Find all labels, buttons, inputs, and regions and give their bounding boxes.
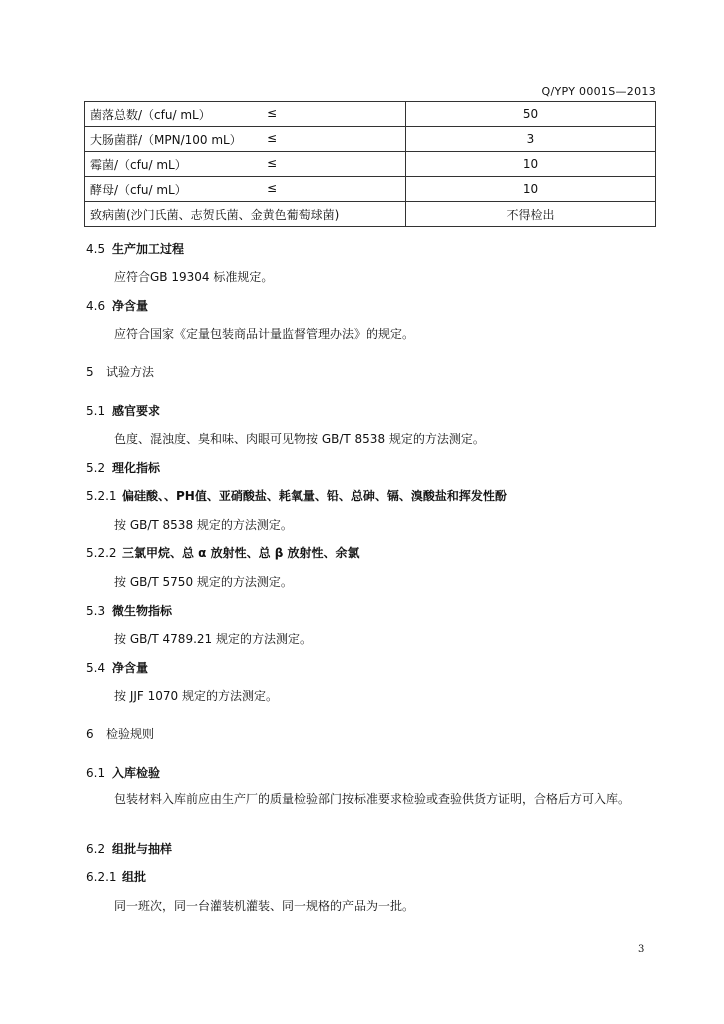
limit-operator: ≤ (267, 106, 278, 120)
table-row (85, 152, 656, 177)
table-row (85, 177, 656, 202)
table-cell-item (85, 177, 406, 202)
heading-5-2-2: 5.2.2 三氯甲烷、总 α 放射性、总 β 放射性、余氯 (86, 546, 360, 560)
heading-4-5: 4.5 生产加工过程 (86, 242, 185, 256)
paragraph-5-2-1: 按 GB/T 8538 规定的方法测定。 (114, 518, 293, 532)
item-label: 菌落总数/（cfu/ mL） (90, 107, 211, 122)
heading-5-1: 5.1 感官要求 (86, 404, 161, 418)
item-label: 酵母/（cfu/ mL） (90, 182, 187, 197)
page-number: 3 (638, 944, 645, 955)
paragraph-5-4: 按 JJF 1070 规定的方法测定。 (114, 689, 278, 703)
table-cell-value: 50 (406, 102, 656, 127)
table-row (85, 127, 656, 152)
limit-operator: ≤ (267, 181, 278, 195)
heading-5-2-1: 5.2.1 偏硅酸、、PH值、亚硝酸盐、耗氧量、铅、总砷、镉、溴酸盐和挥发性酚 (86, 489, 507, 503)
heading-6-2-1: 6.2.1 组批 (86, 870, 147, 884)
item-label: 大肠菌群/（MPN/100 mL） (90, 132, 242, 147)
heading-6-2: 6.2 组批与抽样 (86, 842, 173, 856)
paragraph-4-6: 应符合国家《定量包装商品计量监督管理办法》的规定。 (114, 327, 415, 341)
paragraph-4-5: 应符合GB 19304 标准规定。 (114, 270, 274, 284)
heading-5-4: 5.4 净含量 (86, 661, 149, 675)
heading-5-3: 5.3 微生物指标 (86, 604, 173, 618)
table-row (85, 202, 656, 227)
table-cell-value: 不得检出 (406, 202, 656, 227)
paragraph-6-1: 包装材料入库前应由生产厂的质量检验部门按标准要求检验或查验供货方证明，合格后方可入库。 (114, 792, 631, 806)
limit-operator: ≤ (267, 156, 278, 170)
table-cell-value: 3 (406, 127, 656, 152)
heading-5-2: 5.2 理化指标 (86, 461, 161, 475)
paragraph-6-2-1: 同一班次，同一台灌装机灌装、同一规格的产品为一批。 (114, 899, 415, 913)
heading-6-1: 6.1 入库检验 (86, 766, 161, 780)
table-cell-item (85, 152, 406, 177)
microbiological-limits-table (84, 101, 656, 227)
paragraph-5-3: 按 GB/T 4789.21 规定的方法测定。 (114, 632, 312, 646)
item-label: 霉菌/（cfu/ mL） (90, 157, 187, 172)
paragraph-5-2-2: 按 GB/T 5750 规定的方法测定。 (114, 575, 293, 589)
table-cell-value: 10 (406, 152, 656, 177)
table-cell-item (85, 202, 406, 227)
paragraph-5-1: 色度、混浊度、臭和味、肉眼可见物按 GB/T 8538 规定的方法测定。 (114, 432, 485, 446)
heading-6: 6 检验规则 (86, 727, 155, 741)
table-cell-item (85, 127, 406, 152)
table-cell-item (85, 102, 406, 127)
limit-operator: ≤ (267, 131, 278, 145)
table-cell-value: 10 (406, 177, 656, 202)
heading-5: 5 试验方法 (86, 365, 155, 379)
item-label: 致病菌(沙门氏菌、志贺氏菌、金黄色葡萄球菌) (90, 207, 340, 222)
heading-4-6: 4.6 净含量 (86, 299, 149, 313)
table-row (85, 102, 656, 127)
standard-code: Q/YPY 0001S—2013 (541, 85, 656, 98)
